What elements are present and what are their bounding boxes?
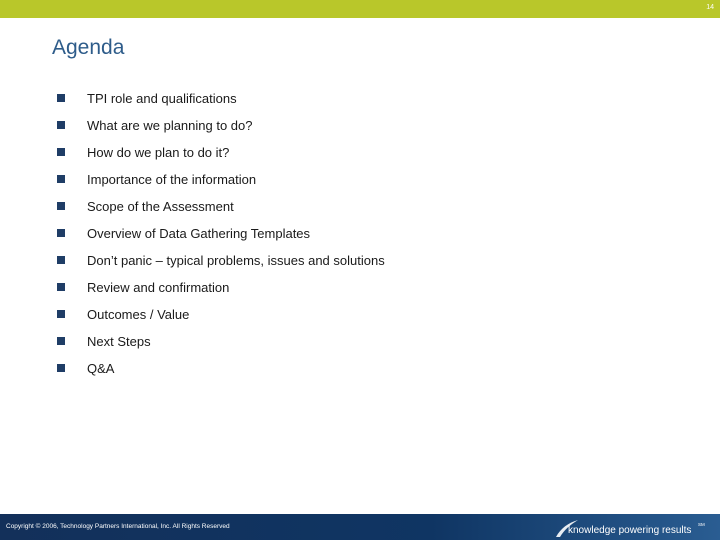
agenda-item-label: Next Steps — [87, 334, 151, 349]
top-accent-bar — [0, 0, 720, 18]
agenda-item-label: Scope of the Assessment — [87, 199, 234, 214]
square-bullet-icon — [57, 202, 65, 210]
square-bullet-icon — [57, 121, 65, 129]
agenda-item — [57, 225, 385, 252]
agenda-item — [57, 117, 385, 144]
agenda-item-label: TPI role and qualifications — [87, 91, 237, 106]
square-bullet-icon — [57, 229, 65, 237]
square-bullet-icon — [57, 283, 65, 291]
square-bullet-icon — [57, 310, 65, 318]
square-bullet-icon — [57, 337, 65, 345]
agenda-item — [57, 333, 385, 360]
agenda-item — [57, 144, 385, 171]
agenda-item-label: Don’t panic – typical problems, issues and solutions — [87, 253, 385, 268]
square-bullet-icon — [57, 364, 65, 372]
agenda-item — [57, 90, 385, 117]
slide-title: Agenda — [52, 36, 125, 59]
agenda-item — [57, 360, 385, 387]
tagline-text: knowledge powering results — [568, 525, 692, 536]
agenda-item-label: Outcomes / Value — [87, 307, 190, 322]
footer-bar — [0, 514, 720, 540]
trademark-mark: SM — [698, 522, 705, 527]
agenda-item — [57, 171, 385, 198]
copyright-text: Copyright © 2006, Technology Partners International, Inc. All Rights Reserved — [6, 523, 230, 530]
agenda-item-label: Importance of the information — [87, 172, 257, 187]
agenda-item — [57, 198, 385, 225]
square-bullet-icon — [57, 94, 65, 102]
agenda-item-label: Q&A — [87, 361, 115, 376]
agenda-item-label: Review and confirmation — [87, 280, 230, 295]
agenda-item-label: Overview of Data Gathering Templates — [87, 226, 311, 241]
square-bullet-icon — [57, 175, 65, 183]
agenda-list — [57, 90, 385, 387]
agenda-item — [57, 252, 385, 279]
agenda-item-label: What are we planning to do? — [87, 118, 253, 133]
square-bullet-icon — [57, 256, 65, 264]
agenda-item — [57, 306, 385, 333]
slide-number: 14 — [706, 4, 714, 11]
square-bullet-icon — [57, 148, 65, 156]
company-logo — [552, 518, 712, 538]
agenda-item — [57, 279, 385, 306]
agenda-item-label: How do we plan to do it? — [87, 145, 230, 160]
